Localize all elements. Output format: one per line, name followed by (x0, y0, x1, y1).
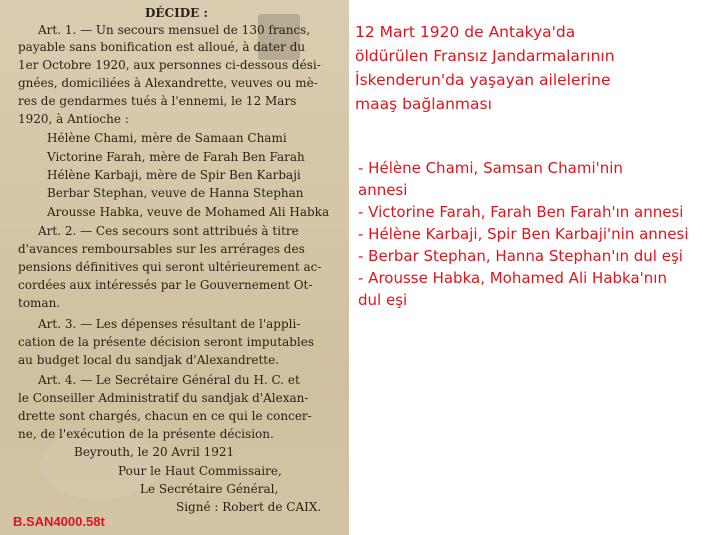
annotation-title (355, 20, 715, 116)
doc-line: Hélène Karbaji, mère de Spir Ben Karbaji (47, 168, 301, 182)
list-item: - Hélène Chami, Samsan Chami'nin (358, 159, 623, 177)
doc-line: payable sans bonification est alloué, à dater du (18, 40, 306, 54)
archive-code: B.SAN4000.58t (13, 514, 105, 529)
doc-signature-line: Pour le Haut Commissaire, (118, 464, 282, 478)
doc-line: pensions définitives qui seront ultérieurement ac- (18, 260, 322, 274)
doc-line: gnées, domiciliées à Alexandrette, veuves ou mè- (18, 76, 318, 90)
doc-line: d'avances remboursables sur les arrérages des (18, 242, 305, 256)
doc-line: ne, de l'exécution de la présente décision. (18, 427, 274, 441)
doc-line: drette sont chargés, chacun en ce qui le concer- (18, 409, 312, 423)
doc-line: 1920, à Antioche : (18, 112, 129, 126)
annotation-list (358, 157, 724, 311)
doc-line: au budget local du sandjak d'Alexandrette. (18, 353, 280, 367)
document-scan-image (0, 0, 349, 535)
doc-line: Hélène Chami, mère de Samaan Chami (47, 131, 287, 145)
doc-line: Art. 3. — Les dépenses résultant de l'appli- (38, 317, 301, 331)
doc-line: Victorine Farah, mère de Farah Ben Farah (47, 150, 305, 164)
list-item: - Arousse Habka, Mohamed Ali Habka'nın (358, 269, 667, 287)
title-line: 12 Mart 1920 de Antakya'da (355, 23, 576, 41)
list-item: annesi (358, 181, 408, 199)
doc-line: 1er Octobre 1920, aux personnes ci-dessous dési- (18, 58, 321, 72)
doc-line: Art. 4. — Le Secrétaire Général du H. C. et (38, 373, 300, 387)
document-text (0, 0, 349, 535)
doc-line: cordées aux intéressés par le Gouvernement Ot- (18, 278, 313, 292)
list-item: - Berbar Stephan, Hanna Stephan'ın dul eşi (358, 247, 683, 265)
doc-signature-line: Signé : Robert de CAIX. (176, 500, 322, 514)
doc-line: le Conseiller Administratif du sandjak d'Alexan- (18, 391, 309, 405)
doc-line: Art. 2. — Ces secours sont attribués à titre (38, 224, 299, 238)
doc-date: Beyrouth, le 20 Avril 1921 (74, 445, 235, 459)
list-item: - Victorine Farah, Farah Ben Farah'ın annesi (358, 203, 684, 221)
doc-line: cation de la présente décision seront imputables (18, 335, 315, 349)
doc-line: Berbar Stephan, veuve de Hanna Stephan (47, 186, 304, 200)
doc-signature-line: Le Secrétaire Général, (140, 482, 279, 496)
doc-line: Arousse Habka, veuve de Mohamed Ali Habka (47, 205, 330, 219)
title-line: İskenderun'da yaşayan ailelerine (355, 71, 611, 89)
title-line: maaş bağlanması (355, 95, 492, 113)
doc-line: toman. (18, 296, 61, 310)
doc-line: Art. 1. — Un secours mensuel de 130 francs, (38, 23, 311, 37)
list-item: dul eşi (358, 291, 408, 309)
list-item: - Hélène Karbaji, Spir Ben Karbaji'nin annesi (358, 225, 689, 243)
doc-line: res de gendarmes tués à l'ennemi, le 12 Mars (18, 94, 297, 108)
title-line: öldürülen Fransız Jandarmalarının (355, 47, 615, 65)
doc-heading: DÉCIDE : (145, 6, 208, 20)
